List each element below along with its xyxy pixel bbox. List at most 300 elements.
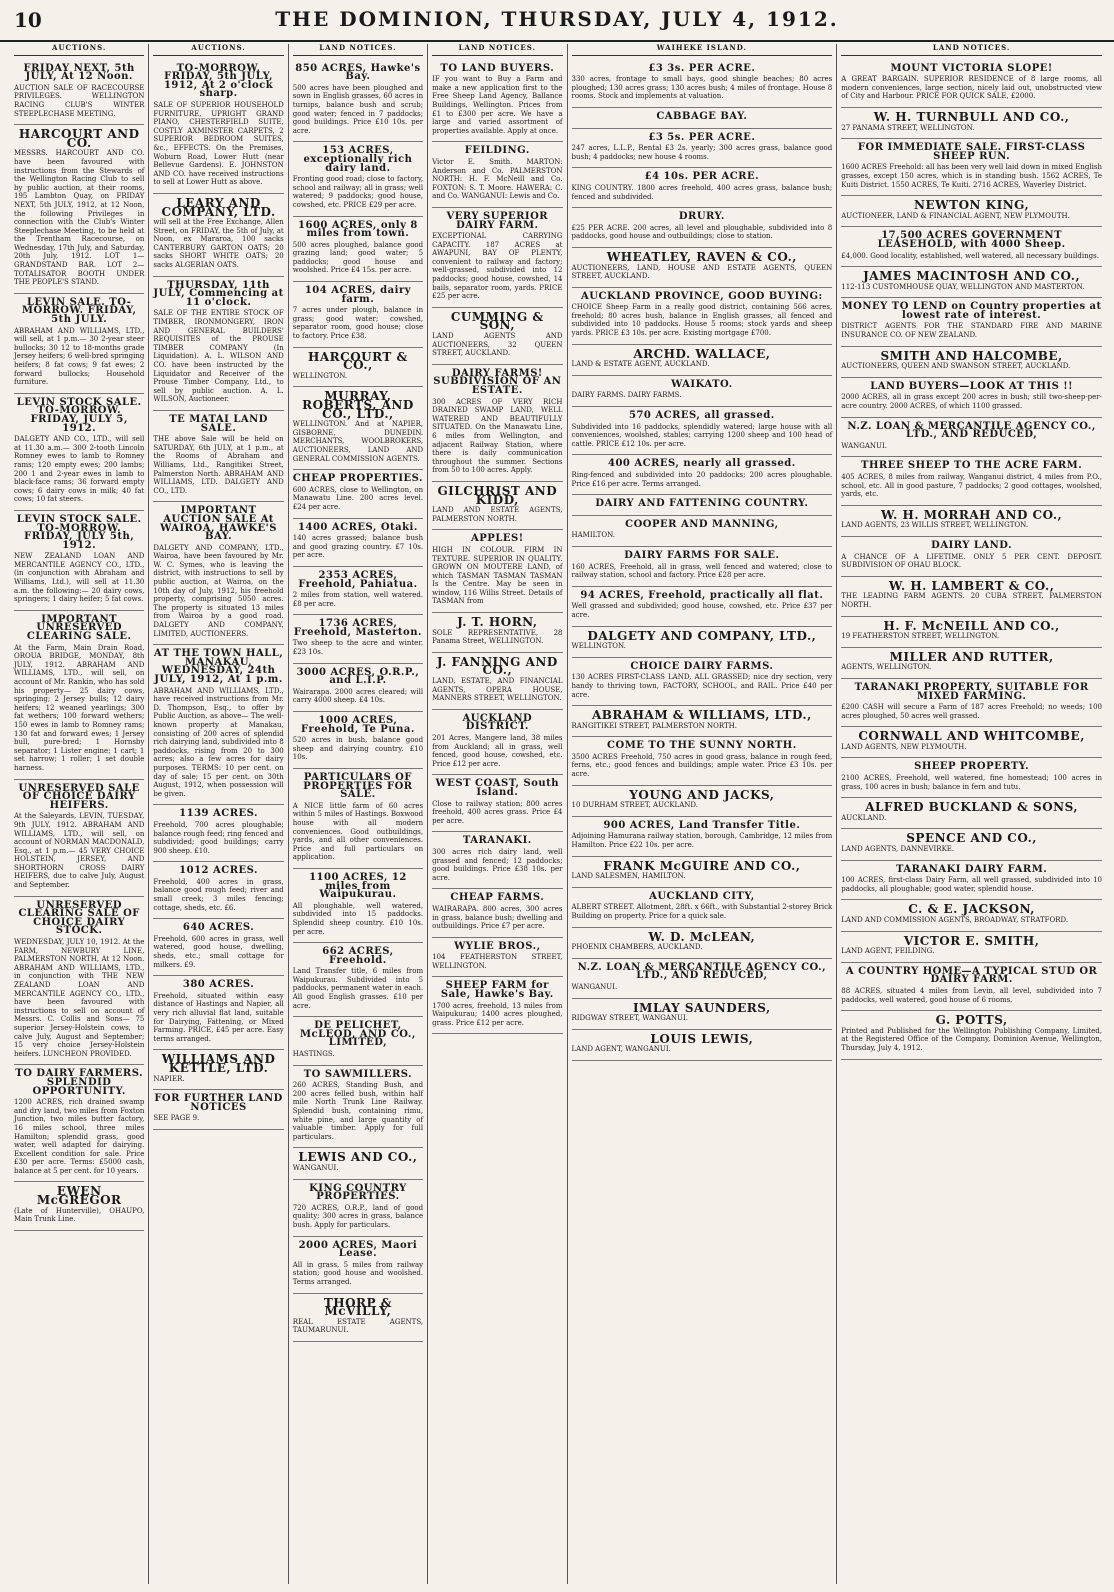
ad-body: 201 Acres, Mangere land, 38 miles from Auckland; all in grass, well fenced, good house, cowshed, etc. Price £12 per acre. [432, 734, 563, 768]
ad-heading: N.Z. LOAN & MERCANTILE AGENCY CO., LTD., AND REDUCED, [577, 961, 827, 982]
ad-body: Wairarapa. 2000 acres cleared; will carry 4000 sheep. £4 10s. [292, 687, 424, 705]
ad-body: 27 PANAMA STREET, WELLINGTON. [841, 123, 975, 132]
advertisement [432, 938, 562, 978]
ad-body: ABRAHAM AND WILLIAMS, LTD., have received instructions from Mr. D. Thompson, Esq., to offer by Public Auction, as above— The well-known property at Manakau, consisting of 200 acres of splendid rich dairying land, subdivided into 8 paddocks, rising from 20 to 300 acres; also a few acres for dairy purposes. TERMS: 10 per cent. on day of sale; 15 per cent. on 30th August, 1912, when possession will be given. [153, 686, 284, 798]
ad-body: 104 FEATHERSTON STREET, WELLINGTON. [432, 953, 563, 970]
advertisement [293, 1017, 423, 1065]
ad-heading: TO SAWMILLERS. [303, 1068, 413, 1080]
ad-body: LAND AGENTS AND AUCTIONEERS, 32 QUEEN STREET, AUCKLAND. [432, 332, 563, 358]
column-header: AUCTIONS. [14, 44, 144, 56]
newspaper-title: THE DOMINION, THURSDAY, JULY 4, 1912. [275, 7, 839, 31]
ad-heading: COME TO THE SUNNY NORTH. [607, 740, 797, 752]
ad-body: WELLINGTON. [571, 642, 626, 651]
ad-body: Close to railway station; 800 acres freehold, 400 acres grass. Price £4 per acre. [432, 799, 563, 825]
ad-body: Ring-fenced and subdivided into 20 paddocks; 200 acres ploughable. Price £16 per acre. Terms arranged. [571, 471, 833, 488]
ad-body: SALE OF SUPERIOR HOUSEHOLD FURNITURE, UPRIGHT GRAND PIANO, CHESTERFIELD SUITE, COSTLY AXMINSTER CARPETS, 2 SUPERIOR BEDROOM SUITES, &c., EFFECTS. On the Premises, Woburn Road, Lower Hutt (near Bellevue Gardens). E. JOHNSTON AND CO. have received instructions to sell at Lower Hutt as above. [153, 100, 284, 187]
advertisement [14, 1182, 144, 1230]
advertisement [572, 547, 833, 587]
advertisement [841, 537, 1102, 577]
ad-heading: N.Z. LOAN & MERCANTILE AGENCY CO., LTD., AND REDUCED, [847, 420, 1096, 441]
advertisement [572, 208, 833, 248]
advertisement [153, 645, 283, 805]
advertisement [841, 196, 1102, 227]
ad-heading: 400 ACRES, nearly all grassed. [608, 458, 796, 470]
ad-body: 2 miles from station, well watered. £8 per acre. [292, 591, 424, 608]
ad-heading: YOUNG AND JACKS, [629, 787, 775, 802]
ad-heading: ALFRED BUCKLAND & SONS, [865, 800, 1079, 815]
ad-body: 600 ACRES, close to Wellington, on Manawatu Line. 200 acres level. £24 per acre. [292, 485, 424, 511]
ad-heading: 2000 ACRES, Maori Lease. [298, 1239, 418, 1260]
ad-heading: C. & E. JACKSON, [908, 902, 1035, 917]
ad-heading: PARTICULARS OF PROPERTIES FOR SALE. [303, 772, 413, 801]
ad-heading: VICTOR E. SMITH, [903, 933, 1040, 948]
ad-heading: H. F. McNEILL AND CO., [883, 618, 1060, 633]
ad-heading: 1139 ACRES. [179, 808, 258, 820]
advertisement [572, 108, 833, 129]
ad-heading: DAIRY FARMS FOR SALE. [624, 549, 780, 561]
ad-body: LAND AGENTS, DANNEVIRKE. [841, 845, 955, 854]
advertisement [14, 780, 144, 897]
ad-heading: DE PELICHET, McLEOD, AND CO., LIMITED, [299, 1020, 416, 1049]
ad-body: Freehold, 700 acres ploughable; balance rough feed; ring fenced and subdivided; good buildings; carry 900 sheep. £10. [153, 820, 284, 855]
ad-heading: LOUIS LEWIS, [650, 1031, 754, 1046]
advertisement [841, 758, 1102, 798]
ad-heading: TARANAKI DAIRY FARM. [895, 863, 1048, 875]
advertisement [293, 869, 423, 943]
ad-body: £200 CASH will secure a Farm of 187 acres Freehold; no weeds; 100 acres ploughed, 50 acres well grassed. [841, 703, 1102, 720]
advertisement [841, 648, 1102, 679]
advertisement [841, 727, 1102, 758]
ad-heading: HARCOURT & CO., [308, 349, 408, 373]
ad-heading: WAIKATO. [671, 378, 733, 390]
ad-body: WANGANUI. [841, 441, 887, 450]
ad-heading: GILCHRIST AND KIDD, [437, 483, 558, 507]
advertisement [153, 805, 283, 862]
ad-body: At the Farm, Main Drain Road, OROUA BRIDGE, MONDAY, 8th JULY, 1912. ABRAHAM AND WILLIAMS, LTD., will sell, on account of Mr. Rankin, who has sold his property— 25 dairy cows, springing; 2 Jersey bulls; 12 dairy heifers; 12 weaned yearlings; 300 fat wethers; 100 forward wethers; 150 ewes in lamb to Romney rams; 130 fat and forward ewes; 1 Jersey bull, pure-bred; 1 Hornsby separator; 1 Lister engine; 1 cart; 1 set harrow; 1 roller; 1 set double harness. [14, 643, 145, 772]
advertisement [572, 857, 833, 888]
advertisement [14, 1065, 144, 1182]
ad-body: HAMILTON. [571, 531, 615, 540]
advertisement [841, 378, 1102, 418]
ad-heading: TO-MORROW, FRIDAY, 5th JULY, 1912, At 2 o'clock sharp. [163, 62, 274, 100]
advertisement [572, 888, 833, 928]
advertisement [153, 411, 283, 502]
ad-heading: J. FANNING AND CO., [436, 654, 558, 678]
ad-heading: FOR FURTHER LAND NOTICES [154, 1093, 283, 1113]
ad-heading: W. H. LAMBERT & CO., [888, 578, 1055, 593]
advertisement [293, 615, 423, 663]
ad-body: LAND AGENT, WANGANUI. [571, 1045, 671, 1054]
advertisement [14, 294, 144, 394]
advertisement [572, 706, 833, 737]
ad-body: Two sheep to the acre and winter. £23 10s. [292, 639, 424, 657]
advertisement [293, 1294, 423, 1342]
advertisement [572, 658, 833, 706]
ad-body: THE LEADING FARM AGENTS. 20 CUBA STREET, PALMERSTON NORTH. [841, 592, 1102, 609]
ad-heading: CUMMING & SON, [450, 309, 544, 333]
advertisement [293, 712, 423, 769]
ad-body: ABRAHAM AND WILLIAMS, LTD., will sell, at 1 p.m.— 30 2-year steer bullocks; 30 12 to 18-months grade Jersey heifers; 6 well-bred springing heifers; 8 fat cows; 9 fat ewes; 2 forward bullocks; Household furniture. [14, 326, 145, 387]
ad-body: LAND AGENT, FEILDING. [841, 947, 935, 956]
ad-heading: 850 ACRES, Hawke's Bay. [295, 62, 421, 83]
ad-heading: UNRESERVED SALE OF CHOICE DAIRY HEIFERS. [18, 782, 140, 811]
advertisement [841, 60, 1102, 108]
ad-heading: SHEEP PROPERTY. [914, 761, 1030, 773]
ad-heading: 1100 ACRES, 12 miles from Waipukurau. [309, 871, 407, 901]
advertisement [572, 817, 833, 857]
advertisement [841, 932, 1102, 963]
ad-body: WANGANUI. [571, 982, 618, 991]
ad-body: 112-113 CUSTOMHOUSE QUAY, WELLINGTON AND MASTERTON. [841, 282, 1085, 291]
ad-heading: VERY SUPERIOR DAIRY FARM. [446, 210, 549, 231]
ad-heading: LEVIN STOCK SALE. TO-MORROW. FRIDAY, JULY 5th, 1912. [16, 513, 142, 551]
ad-heading: ABRAHAM & WILLIAMS, LTD., [591, 708, 812, 723]
ad-body: 247 acres, L.L.P., Rental £3 2s. yearly; 300 acres grass, balance good bush; 4 paddocks; new house 4 rooms. [571, 144, 833, 161]
ad-body: 88 ACRES, situated 4 miles from Levin, all level, subdivided into 7 paddocks, well watered, good house of 6 rooms. [841, 986, 1102, 1004]
ad-heading: IMPORTANT AUCTION SALE At WAIROA, HAWKE'S BAY. [160, 505, 277, 543]
advertisement [293, 1148, 423, 1179]
ad-body: 19 FEATHERSTON STREET, WELLINGTON. [841, 632, 1000, 641]
ad-body: Well grassed and subdivided; good house, cowshed, etc. Price £37 per acre. [571, 602, 833, 619]
column-5 [567, 44, 837, 1584]
ad-heading: MONEY TO LEND on Country properties at lowest rate of interest. [841, 301, 1102, 321]
ad-body: AUCTIONEERS, LAND, HOUSE AND ESTATE AGENTS, QUEEN STREET, AUCKLAND. [571, 263, 833, 281]
ad-body: £4,000. Good locality, established, well watered, all necessary buildings. [841, 251, 1099, 260]
ad-heading: 900 ACRES, Land Transfer Title. [603, 819, 801, 831]
ad-body: NAPIER. [153, 1074, 185, 1083]
ad-heading: 94 ACRES, Freehold, practically all flat. [580, 589, 824, 601]
ad-heading: THREE SHEEP TO THE ACRE FARM. [861, 460, 1083, 472]
ad-body: (Late of Hunterville), OHAUPO, Main Trunk Line. [14, 1206, 145, 1224]
ad-heading: £3 5s. PER ACRE. [648, 131, 756, 143]
ad-body: 300 acres rich dairy land, well grassed and fenced; 12 paddocks; good buildings. Price £38 10s. per acre. [432, 847, 563, 882]
ad-heading: DALGETY AND COMPANY, LTD., [587, 628, 817, 643]
advertisement [432, 208, 562, 308]
advertisement [293, 60, 423, 143]
ad-heading: LEVIN SALE. TO-MORROW. FRIDAY, 5th JULY. [21, 296, 137, 326]
column-3 [288, 44, 427, 1584]
ad-heading: KING COUNTRY PROPERTIES. [309, 1182, 407, 1203]
ad-heading: WILLIAMS AND KETTLE, LTD. [161, 1052, 276, 1075]
ad-body: £25 PER ACRE. 200 acres, all level and ploughable, subdivided into 8 paddocks, good house and outbuildings; close to station. [571, 223, 833, 241]
advertisement [153, 60, 283, 194]
ads-column-3 [293, 60, 423, 1342]
ad-heading: 662 ACRES, Freehold. [322, 946, 394, 966]
advertisement [432, 889, 562, 937]
column-2 [148, 44, 287, 1584]
ad-heading: 570 ACRES, all grassed. [629, 410, 775, 422]
ad-body: LAND AGENTS, 23 WILLIS STREET, WELLINGTON. [841, 521, 1029, 530]
ad-body: WANGANUI. [292, 1163, 339, 1172]
ad-body: RANGITIKEI STREET, PALMERSTON NORTH. [571, 721, 737, 730]
ad-heading: UNRESERVED CLEARING SALE OF CHOICE DAIRY STOCK. [18, 899, 140, 937]
ad-body: MESSRS. HARCOURT AND CO. have been favoured with instructions from the Stewards of the Wellington Racing Club to sell by public auction, at their rooms, 195 Lambton Quay, on FRIDAY NEXT, 5th JULY, 1912, at 12 Noon, the following Privileges in connection with the Club's Winter Steeplechase Meeting, to be held at the Trentham Racecourse, on Wednesday, 17th July, and Saturday, 20th July, 1912. LOT 1—GRANDSTAND BAR. LOT 2—TOTALISATOR BOOTH UNDER THE PEOPLE'S STAND. [14, 149, 145, 287]
ad-body: 140 acres grassed; balance bush and good grazing country. £7 10s. per acre. [292, 534, 424, 560]
advertisement [572, 587, 833, 627]
ad-heading: SMITH AND HALCOMBE, [880, 348, 1063, 363]
column-4 [427, 44, 566, 1584]
ad-heading: WHEATLEY, RAVEN & CO., [606, 249, 797, 264]
page-number: 10 [14, 8, 42, 32]
ad-heading: LEVIN STOCK SALE. TO-MORROW. FRIDAY, JULY 5, 1912. [16, 396, 142, 434]
advertisement [14, 897, 144, 1066]
ad-body: Freehold, 600 acres in grass, well watered, good house, dwelling, sheds, etc.; small cottage for milkers. £9. [153, 934, 284, 969]
ad-heading: 104 ACRES, dairy farm. [304, 285, 412, 305]
advertisement [572, 786, 833, 817]
advertisement [572, 168, 833, 208]
ad-heading: 17,500 ACRES GOVERNMENT LEASEHOLD, with 4000 Sheep. [877, 230, 1066, 250]
advertisement [293, 664, 423, 712]
ad-body: DISTRICT AGENTS FOR THE STANDARD FIRE AND MARINE INSURANCE CO. OF NEW ZEALAND. [841, 322, 1102, 340]
ad-body: SEE PAGE 9. [153, 1114, 200, 1123]
ads-column-4 [432, 60, 562, 1035]
ad-body: IF you want to Buy a Farm and make a new application first to the Free Sheep Land Agency, Ballance Buildings, Wellington. Prices from £1 to £300 per acre. We have a large and varied assortment of properties available. Apply at once. [432, 75, 563, 135]
ad-heading: MILLER AND RUTTER, [889, 649, 1054, 664]
advertisement [293, 567, 423, 615]
advertisement [432, 482, 562, 530]
ad-body: AGENTS, WELLINGTON. [841, 663, 932, 672]
ad-heading: FEILDING. [464, 145, 530, 157]
ad-heading: G. POTTS, [935, 1013, 1008, 1028]
ad-body: ALBERT STREET. Allotment, 28ft. x 66ft., with Substantial 2-storey Brick Building on property. Price for a quick sale. [571, 903, 833, 920]
ad-body: CHOICE Sheep Farm in a really good district, containing 566 acres, freehold; 80 acres bush, balance in English grasses, all fenced and subdivided into 10 paddocks. House 5 rooms; stock yards and sheep yards. PRICE £3 10s. per acre. Existing mortgage £700. [571, 303, 833, 338]
advertisement [293, 348, 423, 388]
advertisement [153, 976, 283, 1050]
ad-body: 100 ACRES, first-class Dairy Farm, all well grassed, subdivided into 10 paddocks, all ploughable; good water, splendid house. [841, 876, 1102, 893]
advertisement [841, 798, 1102, 829]
ad-body: 500 acres have been ploughed and sown in English grasses, 60 acres in turnips, balance bush and scrub; good water; fenced in 7 paddocks; good buildings. Price £10 10s. per acre. [292, 83, 424, 135]
advertisement [572, 129, 833, 169]
advertisement [14, 511, 144, 611]
ad-body: Freehold, 400 acres in grass, balance good rough feed; river and small creek; 3 miles fencing; cottage, sheds, etc. £6. [153, 877, 284, 912]
ad-body: KING COUNTRY. 1800 acres freehold, 400 acres grass, balance bush; fenced and subdivided. [571, 183, 833, 201]
advertisement [293, 282, 423, 348]
ad-heading: DAIRY AND FATTENING COUNTRY. [595, 498, 809, 510]
ad-body: AUCTION SALE OF RACECOURSE PRIVILEGES. WELLINGTON RACING CLUB'S WINTER STEEPLECHASE MEETING. [14, 83, 145, 118]
ad-body: LAND & ESTATE AGENT, AUCKLAND. [571, 360, 710, 369]
advertisement [572, 288, 833, 345]
advertisement [432, 832, 562, 889]
ad-heading: TO LAND BUYERS. [440, 62, 555, 74]
advertisement [432, 710, 562, 776]
advertisement [153, 1050, 283, 1090]
advertisement [841, 829, 1102, 860]
advertisement [572, 627, 833, 658]
ad-heading: 1012 ACRES. [179, 865, 258, 877]
ad-body: 160 ACRES, Freehold, all in grass, well fenced and watered; close to railway station, school and factory. Price £28 per acre. [571, 562, 833, 580]
columns [10, 44, 1106, 1584]
advertisement [841, 1011, 1102, 1059]
column-1 [10, 44, 148, 1584]
ad-body: REAL ESTATE AGENTS, TAUMARUNUI. [292, 1317, 424, 1335]
ads-column-1 [14, 60, 144, 1231]
ad-body: THE above Sale will be held on SATURDAY, 6th JULY, at 1 p.m., at the Rooms of Abraham and Williams, Ltd., Rangitikei Street, Palmerston North. ABRAHAM AND WILLIAMS, LTD. DALGETY AND CO., LTD. [153, 435, 284, 495]
advertisement [841, 267, 1102, 298]
ad-body: PHOENIX CHAMBERS, AUCKLAND. [571, 943, 703, 952]
advertisement [841, 108, 1102, 139]
ad-body: 2100 ACRES, Freehold, well watered, fine homestead; 100 acres in grass, 100 acres in bush; balance in fern and tutu. [841, 774, 1102, 791]
ad-heading: FRIDAY NEXT, 5th JULY, At 12 Noon. [23, 62, 135, 83]
ad-heading: APPLES! [471, 533, 524, 545]
advertisement [572, 959, 833, 999]
ad-body: At the Saleyards, LEVIN, TUESDAY, 9th JULY, 1912. ABRAHAM AND WILLIAMS, LTD., will sell, on account of NORMAN MACDONALD, Esq., at 1 p.m.— 45 VERY CHOICE HOLSTEIN, JERSEY, AND SHORTHORN CROSS DAIRY HEIFERS, due to calve July, August and September. [14, 812, 145, 890]
advertisement [841, 418, 1102, 458]
ad-body: LAND AND COMMISSION AGENTS, BROADWAY, STRATFORD. [841, 916, 1069, 924]
advertisement [432, 308, 562, 365]
advertisement [572, 376, 833, 407]
advertisement [293, 387, 423, 470]
advertisement [293, 1066, 423, 1149]
ad-body: 1700 acres, freehold, 13 miles from Waipukurau; 1400 acres ploughed, grass. Price £12 per acre. [432, 1001, 563, 1027]
ad-body: 3500 ACRES Freehold, 750 acres in good grass, balance in rough feed, ferns, etc.; good fences and buildings; ample water. Price £3 10s. per acre. [571, 752, 833, 779]
advertisement [153, 1090, 283, 1130]
ad-heading: LEWIS AND CO., [298, 1150, 418, 1165]
advertisement [572, 999, 833, 1030]
ad-body: 500 acres ploughed, balance good grazing land; good water; 5 paddocks; good house and woolshed. Price £4 15s. per acre. [292, 240, 424, 275]
advertisement [293, 470, 423, 518]
ad-heading: 1736 ACRES, Freehold, Masterton. [293, 618, 422, 638]
ad-heading: WEST COAST, South Island. [435, 778, 560, 798]
ad-body: 1600 ACRES Freehold: all has been very well laid down in mixed English grasses, except 150 acres, which is in standing bush. 1562 ACRES, Te Kuiti District. 1550 ACRES, Te Kuiti. 2716 ACRES, Waverley District. [841, 163, 1102, 189]
advertisement [432, 977, 562, 1034]
advertisement [572, 516, 833, 547]
ad-heading: W. H. MORRAH AND CO., [881, 507, 1063, 522]
advertisement [572, 1030, 833, 1061]
ad-body: AUCTIONEERS, QUEEN AND SWANSON STREET, AUCKLAND. [841, 362, 1071, 371]
ad-body: HASTINGS. [292, 1050, 335, 1059]
ad-body: LAND AGENTS, NEW PLYMOUTH. [841, 742, 967, 751]
ad-heading: £4 10s. PER ACRE. [644, 171, 760, 183]
ad-heading: J. T. HORN, [457, 615, 538, 630]
ad-body: Adjoining Hamurana railway station, borough, Cambridge, 12 miles from Hamilton. Price £22 10s. per acre. [571, 832, 833, 850]
advertisement [432, 653, 562, 710]
ad-body: 2000 ACRES, all in grass except 200 acres in bush; still two-sheep-per-acre country. 2000 ACRES, of which 1100 grassed. [841, 393, 1102, 411]
ad-heading: 153 ACRES, exceptionally rich dairy land. [303, 145, 413, 174]
advertisement [841, 506, 1102, 537]
ad-body: 405 ACRES, 8 miles from railway, Wanganui district, 4 miles from P.O., school, etc. All in good pasture, 7 paddocks; 2 good cottages, woolshed, yards, etc. [841, 473, 1102, 499]
advertisement [841, 617, 1102, 648]
ad-heading: CHEAP PROPERTIES. [292, 473, 424, 485]
ad-body: A CHANCE OF A LIFETIME. ONLY 5 PER CENT. DEPOSIT. SUBDIVISION OF OHAU BLOCK. [841, 552, 1102, 570]
ad-heading: DRURY. [678, 211, 725, 223]
advertisement [572, 455, 833, 495]
ad-heading: TE MATAI LAND SALE. [169, 413, 268, 434]
advertisement [572, 248, 833, 288]
ad-heading: ARCHD. WALLACE, [633, 346, 771, 361]
advertisement [572, 495, 833, 516]
ad-body: Victor E. Smith. MARTON: Anderson and Co. PALMERSTON NORTH: H. F. McNeill and Co. FOXTON: S. T. Moore. HAWERA: C. and Co. WANGANUI: Lewis and Co. [432, 157, 563, 201]
advertisement [841, 861, 1102, 901]
advertisement [293, 769, 423, 869]
ad-body: 7 acres under plough, balance in grass; good water; cowshed, separator room, good house; close to factory. Price £38. [292, 306, 424, 341]
advertisement [153, 502, 283, 645]
ad-heading: MURRAY, ROBERTS, AND CO., LTD., [302, 389, 414, 421]
masthead [0, 0, 1114, 42]
ad-heading: CABBAGE BAY. [656, 110, 748, 122]
ad-heading: W. D. McLEAN, [648, 929, 756, 944]
ad-heading: FRANK McGUIRE AND CO., [603, 858, 801, 873]
ad-body: A GREAT BARGAIN. SUPERIOR RESIDENCE of 8 large rooms, all modern conveniences, large section, nicely laid out, unobstructed view of City and Harbour. PRICE FOR QUICK SALE, £2000. [841, 75, 1102, 101]
ad-heading: 1600 ACRES, only 8 miles from town. [298, 219, 418, 240]
ad-body: WELLINGTON. [292, 371, 348, 380]
ad-heading: 380 ACRES. [182, 979, 255, 991]
ad-body: 720 ACRES, O.R.P., land of good quality; 300 acres in grass, balance bush. Apply for particulars. [292, 1203, 424, 1229]
advertisement [841, 139, 1102, 196]
ad-body: DALGETY AND CO., LTD., will sell at 11.30 a.m.— 300 2-tooth Lincoln Romney ewes to lamb to Romney rams; 120 empty ewes; 200 lambs; 200 1 and 2-year ewes in lamb to black-face rams; 36 forward empty cows; 6 dairy cows in milk; 40 fat cows; 10 fat steers. [14, 435, 145, 504]
advertisement [432, 365, 562, 482]
advertisement [841, 457, 1102, 505]
ad-body: Printed and Published for the Wellington Publishing Company, Limited, at the Registered Office of the Company, Dominion Avenue, Wellington, Thursday, July 4, 1912. [841, 1026, 1102, 1052]
advertisement [293, 519, 423, 567]
ads-column-6 [841, 60, 1102, 1060]
advertisement [841, 679, 1102, 727]
ad-body: will sell at the Free Exchange, Allen Street, on FRIDAY, the 5th of July, at Noon, ex Mararoa, 100 sacks CANTERBURY GARTON OATS; 20 sacks SHORT WHITE OATS; 20 sacks ALGERIAN OATS. [153, 218, 284, 270]
ad-heading: COOPER AND MANNING, [625, 518, 779, 530]
column-header: LAND NOTICES. [293, 44, 423, 56]
advertisement [572, 737, 833, 785]
ad-body: 130 ACRES FIRST-CLASS LAND, ALL GRASSED; nice dry section, very handy to thriving town, FACTORY, SCHOOL, and RAIL. Price £40 per acre. [571, 673, 833, 699]
ad-heading: JAMES MACINTOSH AND CO., [863, 269, 1081, 284]
advertisement [14, 60, 144, 126]
column-header: WAIHEKE ISLAND. [572, 44, 833, 56]
ad-heading: LAND BUYERS—LOOK AT THIS !! [870, 380, 1074, 392]
ad-body: LAND, ESTATE, AND FINANCIAL AGENTS, OPERA HOUSE, MANNERS STREET, WELLINGTON. [432, 677, 563, 703]
advertisement [432, 142, 562, 208]
ad-heading: W. H. TURNBULL AND CO., [873, 109, 1070, 124]
ad-body: WEDNESDAY, JULY 10, 1912. At the FARM, NEWBURY LINE, PALMERSTON NORTH, At 12 Noon. ABRAHAM AND WILLIAMS, LTD., in conjunction with THE NEW ZEALAND LOAN AND MERCANTILE AGENCY CO., LTD., have been favoured with instructions to sell on account of Messrs. C. Collis and Sons— 75 superior Jersey-Holstein cows, to calve July, August and September; 15 very choice Jersey-Holstein heifers. LUNCHEON PROVIDED. [14, 938, 145, 1058]
advertisement [841, 347, 1102, 378]
ad-heading: HARCOURT AND CO. [18, 127, 140, 150]
advertisement [432, 530, 562, 613]
ad-body: LAND SALESMEN, HAMILTON. [571, 872, 686, 881]
ad-heading: SHEEP FARM for Sale, Hawke's Bay. [440, 980, 554, 1001]
ad-heading: AUCKLAND DISTRICT. [462, 712, 533, 733]
ad-body: WELLINGTON. And at NAPIER, GISBORNE, DUNEDIN. MERCHANTS, WOOLBROKERS, AUCTIONEERS, LAND AND GENERAL COMMISSION AGENTS. [292, 420, 424, 463]
ad-body: 10 DURHAM STREET, AUCKLAND. [571, 801, 698, 810]
ad-heading: TO DAIRY FARMERS. SPLENDID OPPORTUNITY. [15, 1068, 144, 1097]
ad-heading: TARANAKI PROPERTY, SUITABLE FOR MIXED FARMING. [854, 681, 1089, 702]
ad-body: DAIRY FARMS. DAIRY FARMS. [571, 391, 682, 400]
ad-body: 330 acres, frontage to small bays, good shingle beaches; 80 acres ploughed; 130 acres grass; 130 acres bush; 4 miles of frontage. House 8 rooms. Stock and implements at valuation. [571, 75, 833, 101]
column-header: LAND NOTICES. [432, 44, 562, 56]
ad-heading: AT THE TOWN HALL, MANAKAU, WEDNESDAY, 24th JULY, 1912, At 1 p.m. [153, 648, 284, 685]
ad-heading: FOR IMMEDIATE SALE. FIRST-CLASS SHEEP RUN. [857, 142, 1086, 162]
ad-body: DALGETY AND COMPANY, LTD., Wairoa, have been favoured by Mr. W. C. Symes, who is leaving the district, with instructions to sell by public auction, at Wairoa, on the 10th day of July, 1912, his freehold property, comprising 5050 acres. The property is situated 13 miles from Wairoa by a good road. DALGETY AND COMPANY, LIMITED, AUCTIONEERS. [153, 543, 284, 638]
advertisement [153, 277, 283, 411]
ad-heading: IMPORTANT UNRESERVED CLEARING SALE. [26, 613, 132, 643]
ad-body: EXCEPTIONAL CARRYING CAPACITY. 187 ACRES at AWAPUNI, BAY OF PLENTY, convenient to railway and factory; well-grassed, subdivided into 12 paddocks; good house, cowshed, 14 bails, separator room, yards. PRICE £25 per acre. [432, 232, 563, 301]
ad-heading: THORP & McVILLY, [323, 1295, 393, 1319]
advertisement [572, 407, 833, 455]
advertisement [153, 919, 283, 976]
ad-body: AUCTIONEER, LAND & FINANCIAL AGENT, NEW PLYMOUTH. [841, 211, 1070, 220]
column-6 [836, 44, 1106, 1584]
advertisement [293, 943, 423, 1017]
ad-heading: 3000 ACRES, O.R.P., and L.I.P. [296, 666, 420, 687]
ad-heading: EWEN McGREGOR [36, 1184, 122, 1208]
ad-heading: TARANAKI. [462, 835, 532, 847]
advertisement [14, 125, 144, 294]
ad-body: 260 ACRES, Standing Bush, and 200 acres felled bush, within half mile North Trunk Line Railway. Splendid bush, containing rimu, white pine, and large quantity of valuable timber. Apply for full particulars. [292, 1081, 424, 1141]
ad-body: WAIRARAPA. 800 acres, 300 acres in grass, balance bush; dwelling and outbuildings. Price £7 per acre. [432, 904, 563, 931]
ad-heading: IMLAY SAUNDERS, [633, 1000, 771, 1015]
ad-heading: THURSDAY, 11th JULY, Commencing at 11 o'clock. [153, 279, 284, 308]
ad-heading: 2353 ACRES, Freehold, Pahiatua. [298, 569, 418, 590]
advertisement [293, 1180, 423, 1237]
ad-heading: SPENCE AND CO., [906, 831, 1037, 846]
advertisement [572, 928, 833, 959]
advertisement [841, 577, 1102, 617]
